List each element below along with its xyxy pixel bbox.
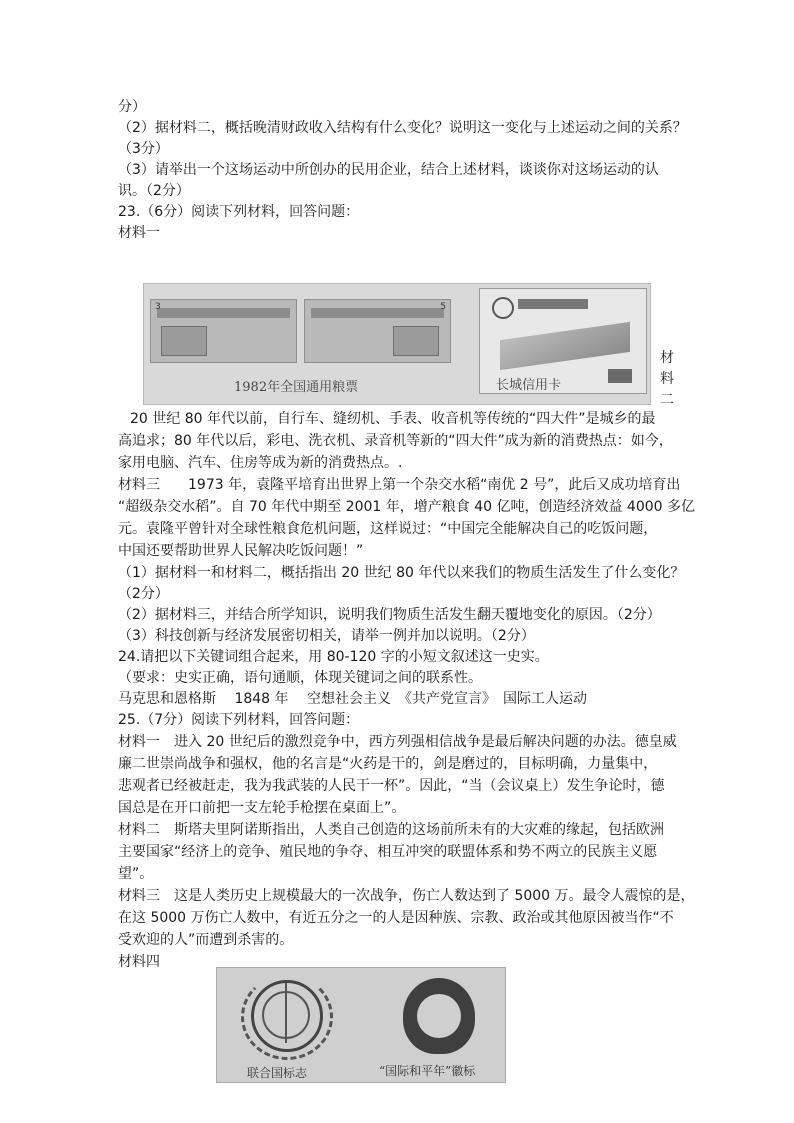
material-2-text: 材料二 斯塔夫里阿诺斯指出，人类自己创造的这场前所未有的大灾难的缘起，包括欧洲	[118, 822, 664, 838]
text-line: 高追求；80 年代以后，彩电、洗衣机、录音机等新的“四大件”成为新的消费热点：如今，	[118, 433, 673, 449]
text-line: 廉二世崇尚战争和强权，他的名言是“火药是干的，剑是磨过的，目标明确，力量集中，	[118, 756, 658, 772]
caption-un-emblem: 联合国标志	[247, 1066, 308, 1080]
text-line: 中国还要帮助世界人民解决吃饭问题！”	[118, 543, 364, 559]
ticket-value: 5	[440, 302, 446, 312]
question-23-3: （3）科技创新与经济发展密切相关，请举一例并加以说明。（2分）	[118, 628, 535, 644]
material-4-label: 材料四	[118, 954, 160, 970]
text-line: 悲观者已经被赶走，我为我武装的人民干一杯”。因此，“当（会议桌上）发生争论时，德	[118, 778, 665, 794]
visa-logo-icon	[608, 369, 632, 383]
text-line: 在这 5000 万伤亡人数中，有近五分之一的人是因种族、宗教、政治或其他原因被当作“不	[118, 910, 674, 926]
text-line: 元。袁隆平曾针对全球性粮食危机问题，这样说过：“中国完全能解决自己的吃饭问题，	[118, 521, 658, 537]
text-line: 分）	[118, 99, 146, 115]
text-line: 受欢迎的人”而遭到杀害的。	[118, 932, 294, 948]
question-24-requirement: （要求：史实正确，语句通顺，体现关键词之间的联系性。	[118, 670, 482, 686]
text-line: 家用电脑、汽车、住房等成为新的消费热点。.	[118, 455, 403, 471]
side-label-char: 料	[660, 371, 674, 387]
emblems-photo	[216, 967, 506, 1083]
ticket-value: 3	[155, 302, 161, 312]
caption-peace-year-emblem: “国际和平年”徽标	[379, 1064, 476, 1078]
question-23-heading: 23.（6分）阅读下列材料，回答问题：	[118, 204, 360, 220]
caption-credit-card: 长城信用卡	[496, 378, 562, 393]
material-1-text: 材料一 进入 20 世纪后的激烈竞争中，西方列强相信战争是最后解决问题的办法。德皇威	[118, 734, 677, 750]
text-line: 识。（2分）	[118, 183, 190, 199]
question-25-heading: 25.（7分）阅读下列材料，回答问题：	[118, 712, 360, 728]
bank-of-china-logo-icon	[492, 297, 514, 319]
text-line: “超级杂交水稻”。自 70 年代中期至 2001 年，增产粮食 40 亿吨，创造经济效益 4000 多亿	[118, 499, 695, 515]
text-line: （3）请举出一个这场运动中所创办的民用企业，结合上述材料，谈谈你对这场运动的认	[118, 162, 659, 178]
material-3-text: 材料三 1973 年，袁隆平培育出世界上第一个杂交水稻“南优 2 号”，此后又成功培育出	[118, 477, 681, 493]
caption-ration-ticket: 1982年全国通用粮票	[234, 380, 359, 395]
question-23-1: （1）据材料一和材料二，概括指出 20 世纪 80 年代以来我们的物质生活发生了什么变化？	[118, 565, 685, 581]
ration-ticket-and-credit-card-photo	[143, 283, 651, 405]
question-24-heading: 24.请把以下关键词组合起来，用 80-120 字的小短文叙述这一史实。	[118, 649, 549, 665]
text-line: （2分）	[118, 586, 169, 602]
peace-year-emblem	[375, 974, 501, 1062]
text-line: （3分）	[118, 141, 169, 157]
text-line: 主要国家“经济上的竞争、殖民地的争夺、相互冲突的联盟体系和势不两立的民族主义愿	[118, 844, 658, 860]
text-line: 20 世纪 80 年代以前，自行车、缝纫机、手表、收音机等传统的“四大件”是城乡的最	[130, 411, 656, 427]
un-globe-icon	[251, 980, 323, 1052]
ration-ticket-right	[304, 299, 451, 363]
question-23-2: （2）据材料三，并结合所学知识，说明我们物质生活发生翻天覆地变化的原因。（2分）	[118, 607, 661, 623]
peace-dove-icon	[403, 978, 475, 1054]
text-line: 望”。	[118, 866, 154, 882]
text-line: 国总是在开口前把一支左轮手枪摆在桌面上”。	[118, 800, 406, 816]
material-3-text: 材料三 这是人类历史上规模最大的一次战争，伤亡人数达到了 5000 万。最令人震惊的是，	[118, 888, 695, 904]
side-label-char: 二	[660, 392, 674, 408]
great-wall-image-icon	[500, 322, 630, 370]
side-label-char: 材	[660, 350, 674, 366]
un-emblem	[221, 974, 347, 1062]
text-line: （2）据材料二，概括晚清财政收入结构有什么变化？说明这一变化与上述运动之间的关系？	[118, 120, 687, 136]
ration-ticket-left	[150, 299, 297, 363]
material-1-label: 材料一	[118, 225, 160, 241]
question-24-keywords: 马克思和恩格斯 1848 年 空想社会主义 《共产党宣言》 国际工人运动	[118, 691, 587, 707]
